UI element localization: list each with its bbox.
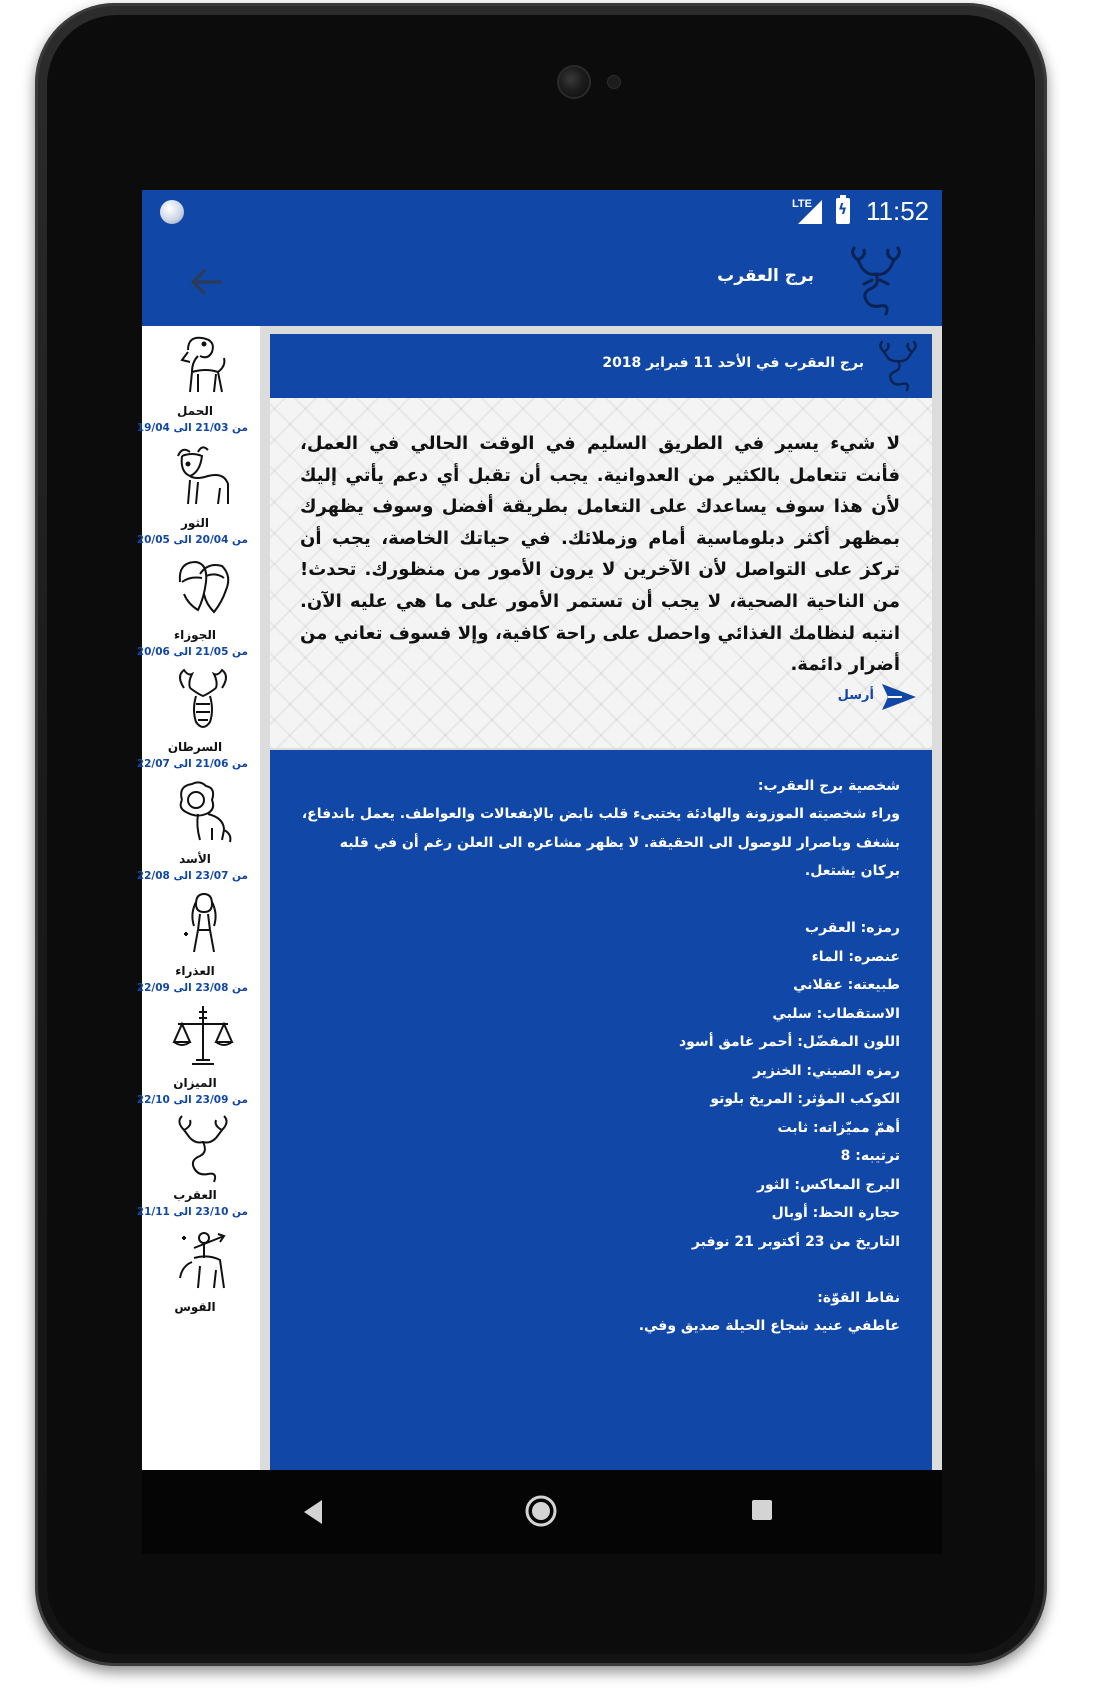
fact-item: رمزه: العقرب [805, 920, 900, 937]
sign-date-range: من 21/05 الى 20/06 [136, 646, 248, 658]
fact-item: الاستقطاب: سلبي [772, 1005, 900, 1022]
sagittarius-icon [168, 1226, 238, 1296]
scorpio-icon [168, 1114, 238, 1184]
fact-item: التاريخ من 23 أكتوبر 21 نوفبر [691, 1233, 900, 1250]
gemini-icon [168, 554, 238, 624]
main-content [260, 326, 942, 1470]
sign-name: السرطان [167, 740, 223, 754]
sidebar-item-scorpio[interactable] [136, 1110, 260, 1231]
sign-name: القوس [174, 1300, 216, 1314]
personality-text: وراء شخصيته الموزونة والهادئة يختبىء قلب نابض بالإنفعالات والعواطف. يعمل باندفاع، بشغف وباصرار للوصول الى الحقيقة. لا يظهر مشاعره الى العلن رغم أن في قلبه بركان يشتعل. [301, 806, 900, 880]
nav-recent-icon[interactable] [752, 1500, 772, 1520]
scorpio-icon [872, 340, 924, 392]
sign-date-range: من 23/08 الى 22/09 [136, 982, 248, 994]
sign-date-range: من 20/04 الى 20/05 [136, 534, 248, 546]
strengths-heading: نقاط القوّة: [817, 1290, 900, 1307]
daily-horoscope-card [270, 398, 932, 748]
sign-profile-body [300, 772, 900, 1340]
personality-heading: شخصية برج العقرب: [757, 778, 900, 794]
sign-date-range: من 21/03 الى 19/04 [136, 422, 248, 434]
fact-item: عنصره: الماء [811, 948, 900, 965]
leo-icon [168, 778, 238, 848]
sign-date-range: من 23/10 الى 21/11 [136, 1206, 248, 1218]
sign-name: الثور [181, 516, 209, 530]
fact-item: أهمّ مميّزاته: ثابت [777, 1119, 900, 1136]
aries-icon [168, 330, 238, 400]
fact-item: حجارة الحظ: أوبال [771, 1205, 900, 1222]
daily-horoscope-text: لا شيء يسير في الطريق السليم في الوقت الحالي في العمل، فأنت تتعامل بالكثير من العدوانية. يجب أن تقبل أي دعم يأتي إليك لأن هذا سوف يساعدك على التعامل بطريقة أفضل وسوف يظهرك بمظهر أكثر دبلوماسية أمام وزملائك. في حياتك الخاصة، يجب أن تركز على التواصل لأن الآخرين لا يرون الأمور من منظورك. تحدث! من الناحية الصحية، لا يجب أن تستمر الأمور على ما هي عليه الآن. انتبه لنظامك الغذائي واحصل على راحة كافية، وإلا فسوف تعاني من أضرار دائمة. [300, 433, 900, 676]
sidebar-item-cancer[interactable] [136, 662, 260, 783]
app-bar [142, 238, 942, 326]
scorpio-icon [836, 244, 912, 320]
status-time: 11:52 [866, 196, 930, 226]
sign-name: العقرب [173, 1188, 217, 1202]
fact-item: الكوكب المؤثر: المريخ بلوتو [710, 1091, 900, 1108]
taurus-icon [168, 442, 238, 512]
network-type: LTE [792, 198, 812, 210]
send-label: أرسل [837, 688, 874, 703]
nav-home-icon[interactable] [524, 1494, 558, 1528]
sidebar-item-leo[interactable] [136, 774, 260, 895]
system-nav-bar [142, 1470, 942, 1554]
fact-item: البرج المعاكس: الثور [756, 1176, 900, 1193]
strengths-text: عاطفي عنيد شجاع الحيلة صديق وفي. [638, 1318, 900, 1335]
sign-name: الأسد [179, 852, 211, 866]
fact-item: رمزه الصيني: الخنزير [752, 1062, 900, 1079]
status-bar [142, 190, 942, 238]
front-camera [557, 65, 591, 99]
sign-name: العذراء [175, 964, 215, 978]
zodiac-sidebar [136, 326, 262, 1470]
virgo-icon [168, 890, 238, 960]
cancer-icon [168, 666, 238, 736]
fact-item: اللون المفضّل: أحمر غامق أسود [678, 1034, 900, 1051]
send-button[interactable] [832, 680, 922, 714]
sign-name: الجوزاء [174, 628, 216, 642]
page-title: برج العقرب [717, 266, 814, 286]
daily-header [270, 334, 932, 398]
sign-date-range: من 23/09 الى 22/10 [136, 1094, 248, 1106]
sidebar-item-taurus[interactable] [136, 438, 260, 559]
sign-name: الحمل [176, 404, 214, 418]
fact-item: ترتيبه: 8 [840, 1148, 900, 1165]
sidebar-item-gemini[interactable] [136, 550, 260, 671]
sidebar-item-virgo[interactable] [136, 886, 260, 1007]
sidebar-item-libra[interactable] [136, 998, 260, 1119]
sidebar-item-sagittarius[interactable] [142, 1222, 260, 1343]
arrow-back-icon [182, 258, 230, 306]
libra-icon [168, 1002, 238, 1072]
screen [136, 190, 942, 1470]
sign-profile-card [270, 750, 932, 1470]
sign-date-range: من 23/07 الى 22/08 [136, 870, 248, 882]
sidebar-item-aries[interactable] [136, 326, 260, 447]
sign-name: الميزان [173, 1076, 217, 1090]
back-button[interactable] [182, 258, 230, 306]
notification-icon [160, 200, 184, 224]
fact-item: طبيعته: عقلاني [793, 977, 900, 994]
light-sensor [607, 75, 621, 89]
battery-icon: ϟ [836, 198, 850, 224]
send-icon [880, 682, 918, 712]
daily-title: برج العقرب في الأحد 11 فبراير 2018 [602, 355, 864, 371]
nav-back-icon[interactable] [300, 1498, 326, 1526]
signal-icon [798, 200, 822, 224]
sign-date-range: من 21/06 الى 22/07 [136, 758, 248, 770]
sign-facts-list [300, 914, 900, 1256]
